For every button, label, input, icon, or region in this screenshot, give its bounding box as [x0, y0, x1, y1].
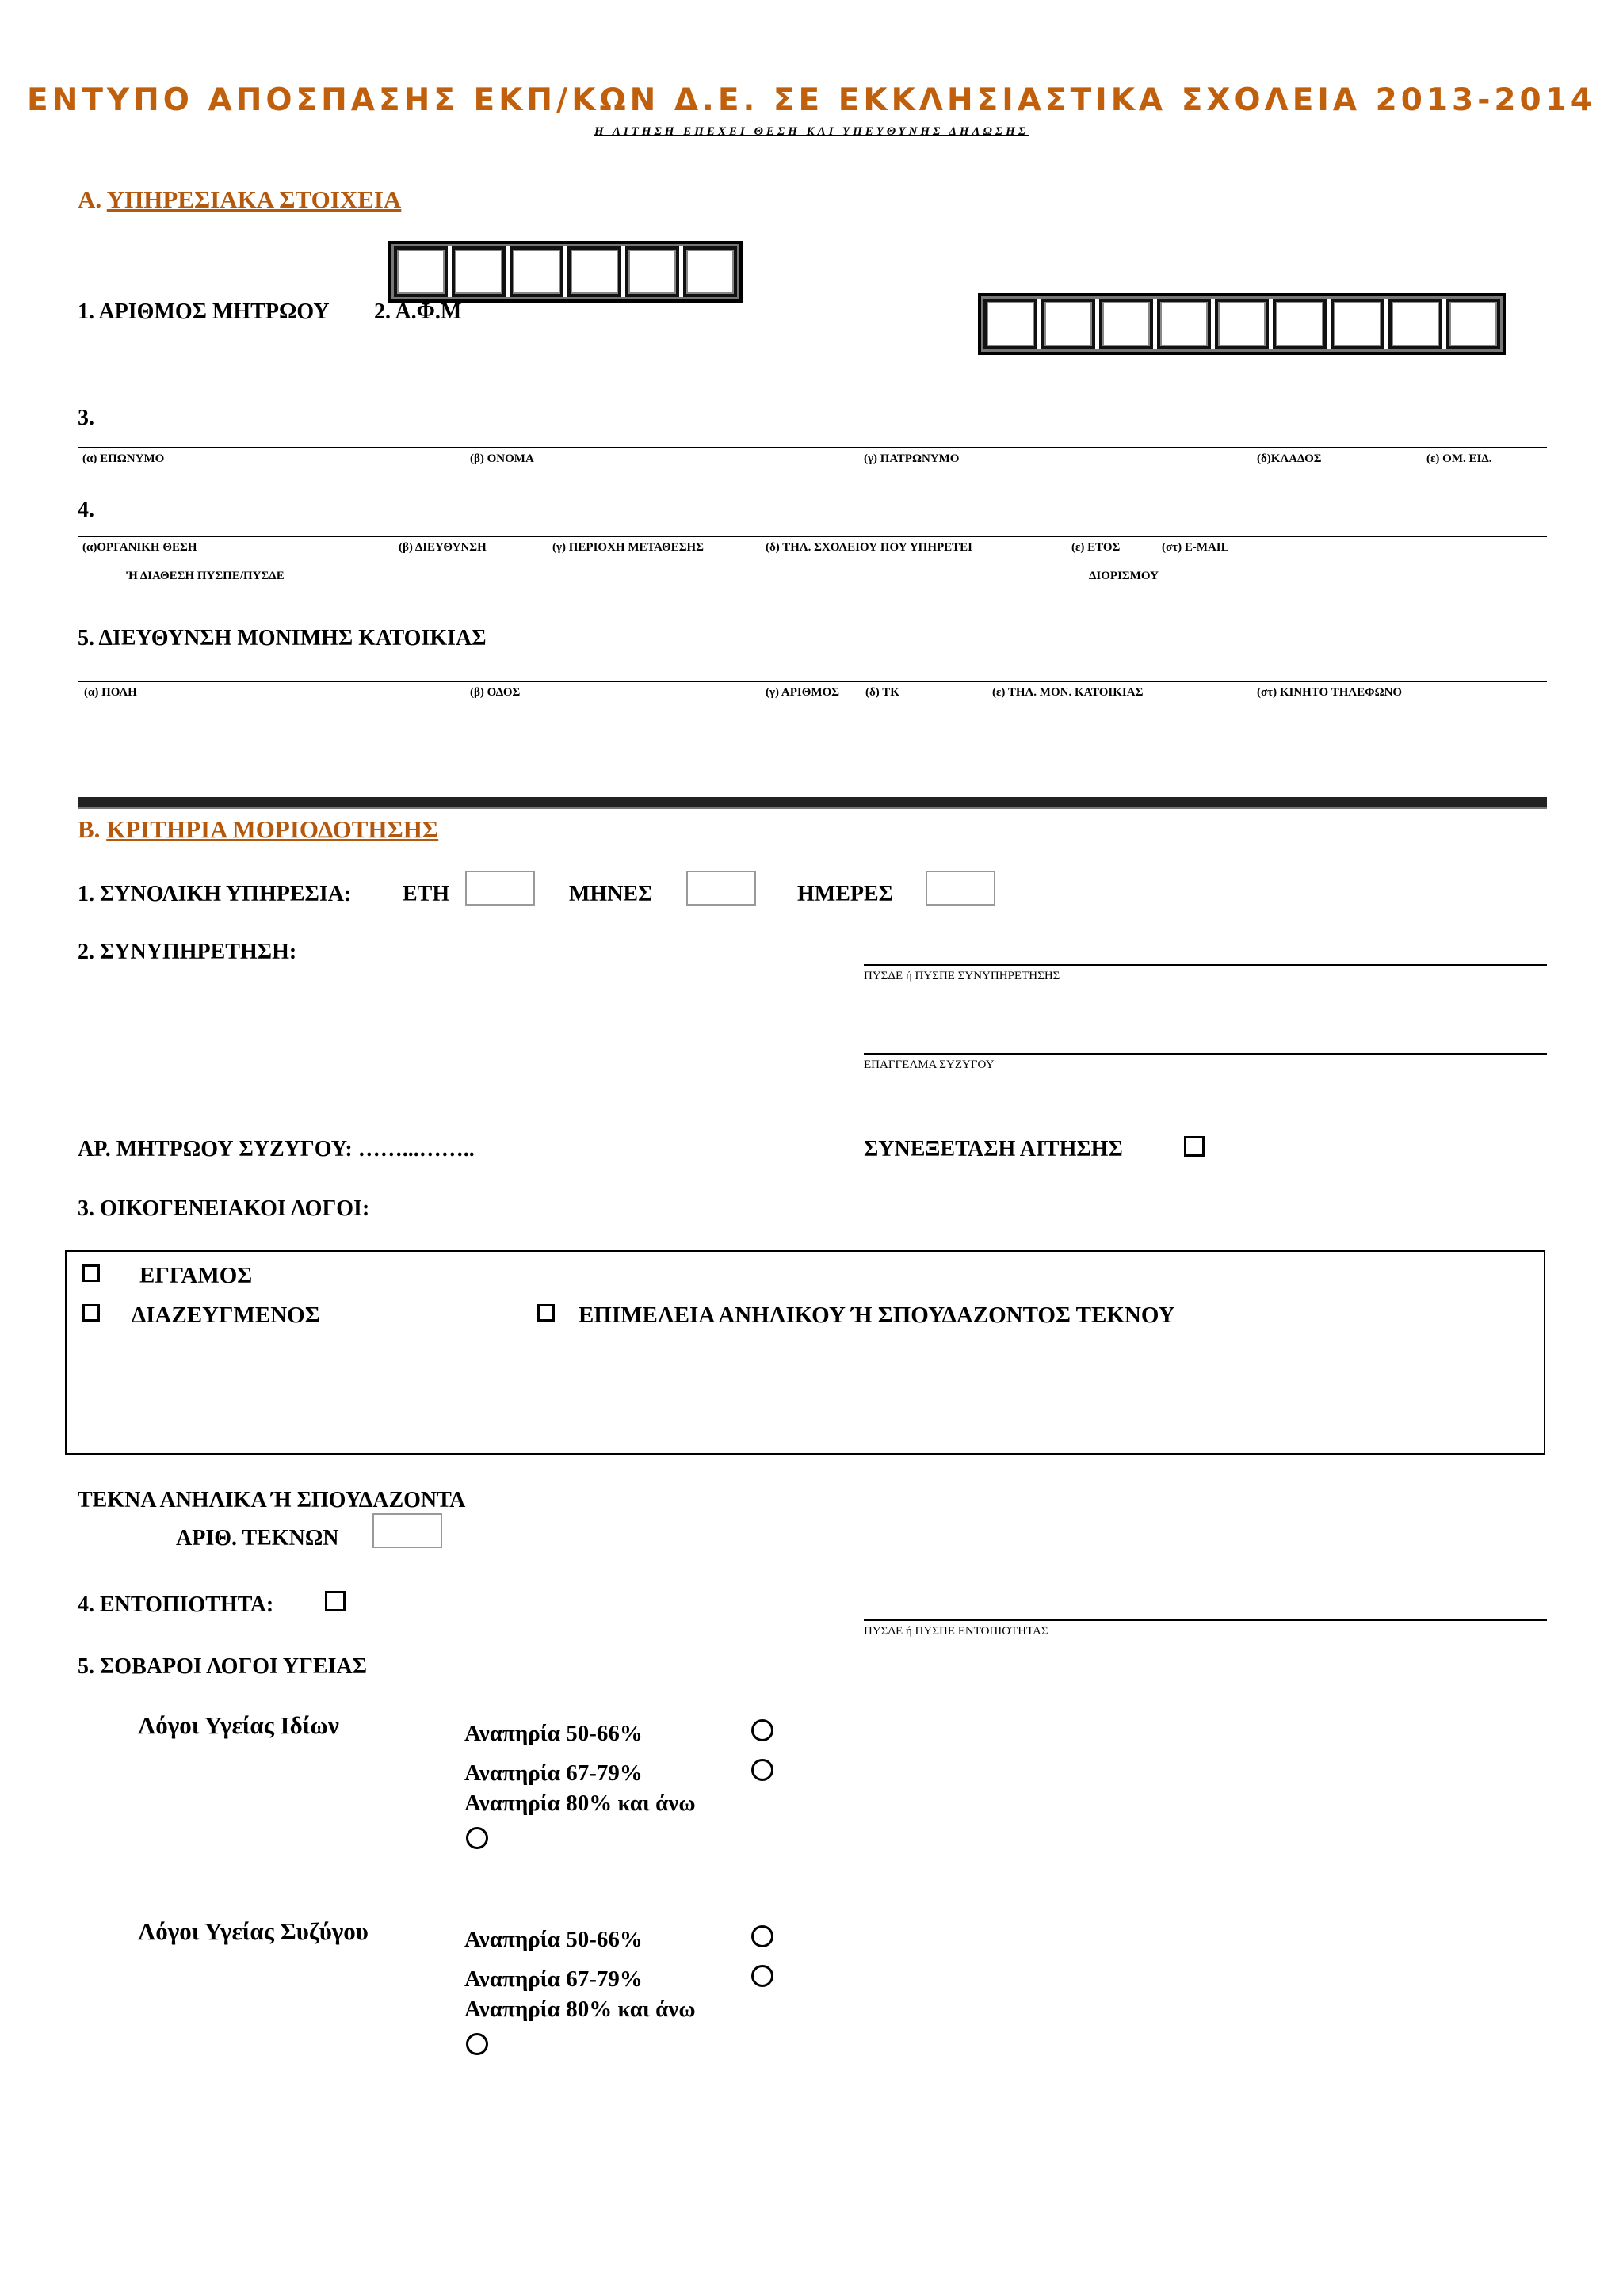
married-checkbox[interactable]: [82, 1264, 100, 1282]
branch-label: (δ)ΚΛΑΔΟΣ: [1257, 452, 1322, 465]
family-reasons-box: [65, 1250, 1545, 1455]
personal-info-line[interactable]: [78, 447, 1547, 448]
service-info-line[interactable]: [78, 536, 1547, 537]
spouse-disability-67-label: Αναπηρία 67-79%: [464, 1966, 643, 1992]
organic-post-label-2: 'Η ΔΙΑΘΕΣΗ ΠΥΣΠΕ/ΠΥΣΔΕ: [125, 570, 285, 582]
email-label: (στ) E-MAIL: [1162, 541, 1229, 554]
home-phone-label: (ε) ΤΗΛ. ΜΟΝ. ΚΑΤΟΙΚΙΑΣ: [992, 686, 1144, 699]
afm-label: 2. Α.Φ.Μ: [374, 299, 462, 324]
joint-review-label: ΣΥΝΕΞΕΤΑΣΗ ΑΙΤΗΣΗΣ: [864, 1137, 1123, 1161]
digit-box[interactable]: [1099, 299, 1153, 349]
section-b-prefix: Β.: [78, 815, 101, 843]
section-b-title: ΚΡΙΤΗΡΙΑ ΜΟΡΙΟΔΟΤΗΣΗΣ: [106, 815, 439, 843]
transfer-area-label: (γ) ΠΕΡΙΟΧΗ ΜΕΤΑΘΕΣΗΣ: [552, 541, 704, 554]
months-label: ΜΗΝΕΣ: [569, 882, 653, 906]
spouse-registry-label: ΑΡ. ΜΗΤΡΩΟΥ ΣΥΖΥΓΟΥ: ……...……..: [78, 1137, 475, 1161]
spouse-disability-80-label: Αναπηρία 80% και άνω: [464, 1997, 696, 2022]
own-disability-67-radio[interactable]: [751, 1759, 773, 1781]
children-count-input[interactable]: [372, 1513, 442, 1548]
directorate-label: (β) ΔΙΕΥΘΥΝΣΗ: [399, 541, 487, 554]
spouse-health-label: Λόγοι Υγείας Συζύγου: [138, 1917, 369, 1945]
section-a-title: ΥΠΗΡΕΣΙΑΚΑ ΣΤΟΙΧΕΙΑ: [106, 185, 402, 213]
married-label: ΕΓΓΑΜΟΣ: [139, 1263, 253, 1288]
father-name-label: (γ) ΠΑΤΡΩΝΥΜΟ: [864, 452, 960, 465]
custody-label-1: ΕΠΙΜΕΛΕΙΑ ΑΝΗΛΙΚΟΥ Ή ΣΠΟΥΔΑΖΟΝΤΟΣ ΤΕΚΝΟΥ: [579, 1302, 1175, 1328]
digit-box[interactable]: [394, 246, 448, 297]
cohabitation-pysde-line[interactable]: [864, 964, 1547, 966]
mobile-phone-label: (στ) ΚΙΝΗΤΟ ΤΗΛΕΦΩΝΟ: [1257, 686, 1403, 699]
children-label: ΤΕΚΝΑ ΑΝΗΛΙΚΑ Ή ΣΠΟΥΔΑΖΟΝΤΑ: [78, 1488, 466, 1512]
divorced-checkbox[interactable]: [82, 1304, 100, 1322]
days-label: ΗΜΕΡΕΣ: [797, 882, 893, 906]
afm-boxes[interactable]: [978, 293, 1506, 355]
locality-pysde-line[interactable]: [864, 1619, 1547, 1621]
spouse-disability-50-label: Αναπηρία 50-66%: [464, 1927, 643, 1952]
digit-box[interactable]: [683, 246, 737, 297]
digit-box[interactable]: [567, 246, 621, 297]
spouse-disability-80-radio[interactable]: [466, 2033, 488, 2055]
section-divider: [78, 797, 1547, 809]
digit-box[interactable]: [625, 246, 679, 297]
months-input[interactable]: [686, 871, 756, 906]
family-reasons-label: 3. ΟΙΚΟΓΕΝΕΙΑΚΟΙ ΛΟΓΟΙ:: [78, 1196, 370, 1221]
own-disability-80-label: Αναπηρία 80% και άνω: [464, 1791, 696, 1816]
group-label: (ε) ΟΜ. ΕΙΔ.: [1426, 452, 1492, 465]
item3-number: 3.: [78, 406, 94, 430]
digit-box[interactable]: [1157, 299, 1211, 349]
spouse-disability-67-radio[interactable]: [751, 1965, 773, 1987]
digit-box[interactable]: [1388, 299, 1442, 349]
days-input[interactable]: [926, 871, 995, 906]
joint-review-checkbox[interactable]: [1184, 1136, 1205, 1157]
item4-number: 4.: [78, 498, 94, 522]
address-line[interactable]: [78, 681, 1547, 682]
street-number-label: (γ) ΑΡΙΘΜΟΣ: [766, 686, 840, 699]
street-label: (β) ΟΔΟΣ: [470, 686, 521, 699]
own-disability-67-label: Αναπηρία 67-79%: [464, 1760, 643, 1786]
children-count-label: ΑΡΙΘ. ΤΕΚΝΩΝ: [176, 1526, 339, 1550]
digit-box[interactable]: [1273, 299, 1327, 349]
own-disability-50-radio[interactable]: [751, 1719, 773, 1741]
name-label: (β) ΟΝΟΜΑ: [470, 452, 534, 465]
own-disability-50-label: Αναπηρία 50-66%: [464, 1721, 643, 1746]
digit-box[interactable]: [1331, 299, 1384, 349]
years-input[interactable]: [465, 871, 535, 906]
school-phone-label: (δ) ΤΗΛ. ΣΧΟΛΕΙΟΥ ΠΟΥ ΥΠΗΡΕΤΕΙ: [766, 541, 972, 554]
health-reasons-label: 5. ΣΟΒΑΡΟΙ ΛΟΓΟΙ ΥΓΕΙΑΣ: [78, 1654, 368, 1679]
surname-label: (α) ΕΠΩΝΥΜΟ: [82, 452, 165, 465]
spouse-job-label: ΕΠΑΓΓΕΛΜΑ ΣΥΖΥΓΟΥ: [864, 1058, 995, 1071]
own-disability-80-radio[interactable]: [466, 1827, 488, 1849]
registry-number-label: 1. ΑΡΙΘΜΟΣ ΜΗΤΡΩΟΥ: [78, 299, 330, 324]
digit-box[interactable]: [452, 246, 506, 297]
digit-box[interactable]: [1215, 299, 1269, 349]
own-health-label: Λόγοι Υγείας Ιδίων: [138, 1711, 339, 1739]
spouse-disability-50-radio[interactable]: [751, 1925, 773, 1947]
registry-number-boxes[interactable]: [388, 241, 743, 303]
spouse-job-line[interactable]: [864, 1053, 1547, 1055]
section-a-prefix: Α.: [78, 185, 102, 213]
city-label: (α) ΠΟΛΗ: [84, 686, 137, 699]
form-title: ΕΝΤΥΠΟ ΑΠΟΣΠΑΣΗΣ ΕΚΠ/ΚΩΝ Δ.Ε. ΣΕ ΕΚΚΛΗΣΙΑΣΤΙΚΑ ΣΧΟΛΕΙΑ 2013-2014: [27, 82, 1596, 118]
organic-post-label: (α)ΟΡΓΑΝΙΚΗ ΘΕΣΗ: [82, 541, 197, 554]
appointment-year-label-2: ΔΙΟΡΙΣΜΟΥ: [1089, 570, 1159, 582]
total-service-label: 1. ΣΥΝΟΛΙΚΗ ΥΠΗΡΕΣΙΑ:: [78, 882, 352, 906]
appointment-year-label: (ε) ΕΤΟΣ: [1071, 541, 1121, 554]
years-label: ΕΤΗ: [403, 882, 450, 906]
locality-pysde-label: ΠΥΣΔΕ ή ΠΥΣΠΕ ΕΝΤΟΠΙΟΤΗΤΑΣ: [864, 1625, 1048, 1638]
digit-box[interactable]: [1041, 299, 1095, 349]
locality-label: 4. ΕΝΤΟΠΙΟΤΗΤΑ:: [78, 1592, 274, 1617]
permanent-address-label: 5. ΔΙΕΥΘΥΝΣΗ ΜΟΝΙΜΗΣ ΚΑΤΟΙΚΙΑΣ: [78, 626, 487, 650]
digit-box[interactable]: [1446, 299, 1500, 349]
cohabitation-pysde-label: ΠΥΣΔΕ ή ΠΥΣΠΕ ΣΥΝΥΠΗΡΕΤΗΣΗΣ: [864, 970, 1060, 982]
locality-checkbox[interactable]: [325, 1591, 346, 1611]
zip-label: (δ) ΤΚ: [865, 686, 899, 699]
section-b-heading: [78, 815, 438, 844]
cohabitation-label: 2. ΣΥΝΥΠΗΡΕΤΗΣΗ:: [78, 940, 297, 964]
digit-box[interactable]: [510, 246, 563, 297]
custody-checkbox-1[interactable]: [537, 1304, 555, 1322]
form-subtitle: Η ΑΙΤΗΣΗ ΕΠΕΧΕΙ ΘΕΣΗ ΚΑΙ ΥΠΕΥΘΥΝΗΣ ΔΗΛΩΣΗΣ: [594, 125, 1029, 138]
digit-box[interactable]: [983, 299, 1037, 349]
divorced-label: ΔΙΑΖΕΥΓΜΕΝΟΣ: [132, 1302, 320, 1328]
section-a-heading: [78, 185, 401, 214]
